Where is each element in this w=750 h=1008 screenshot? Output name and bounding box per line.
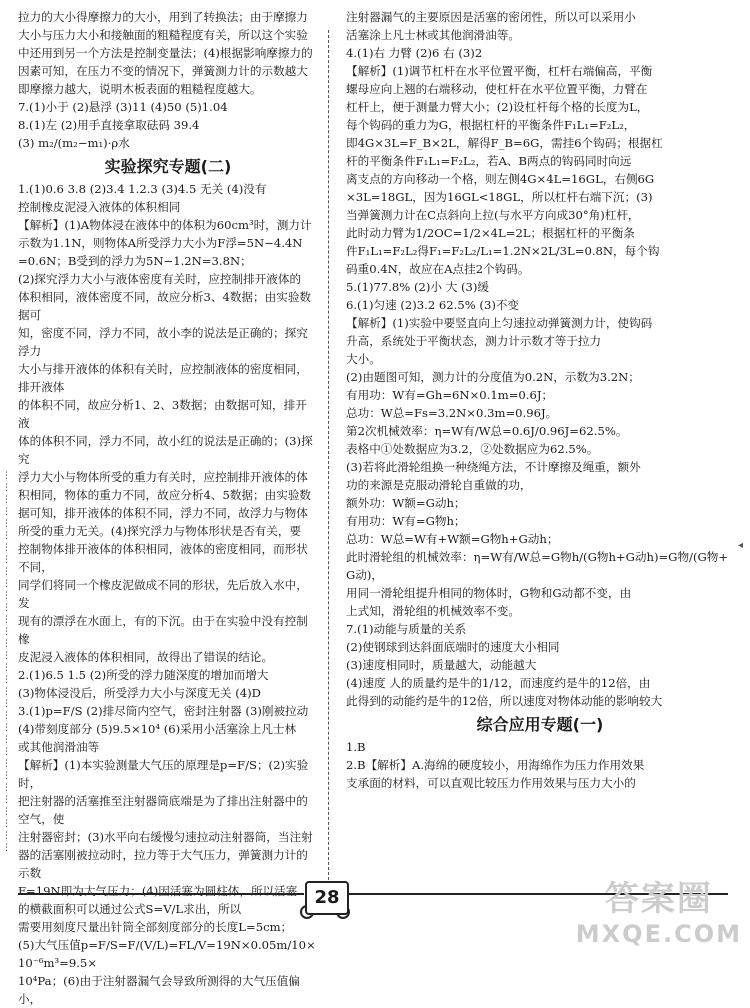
- text-line: =0.6N；B受到的浮力为5N−1.2N=3.8N；: [18, 254, 252, 268]
- text-line: 总功：W总=W有+W额=G物h+G动h；: [346, 532, 559, 546]
- text-line: (2)由题图可知，测力计的分度值为0.2N，示数为3.2N；: [346, 370, 640, 384]
- answer-line: (3) m₂/(m₂−m₁)·ρ水: [18, 136, 130, 150]
- text-line: (3)若将此滑轮组换一种绕绳方法，不计摩擦及绳重，额外: [346, 460, 641, 474]
- text-line: 每个钩码的重力为G，根据杠杆的平衡条件F₁L₁=F₂L₂，: [346, 118, 636, 132]
- answer-line: 6.(1)匀速 (2)3.2 62.5% (3)不变: [346, 298, 520, 312]
- answer-line: 8.(1)左 (2)用手直接拿取砝码 39.4: [18, 118, 200, 132]
- answer-line: (2)使钢球到达斜面底端时的速度大小相同: [346, 640, 560, 654]
- answer-line: 7.(1)动能与质量的关系: [346, 622, 467, 636]
- text-line: 上式知，滑轮组的机械效率不变。: [346, 604, 520, 618]
- text-line: 用同一滑轮组提升相同的物体时，G物和G动都不变，由: [346, 586, 632, 600]
- text-line: 把注射器的活塞推至注射器筒底端是为了排出注射器中的空气，使: [18, 794, 308, 826]
- text-line: 现有的漂浮在水面上，有的下沉。由于在实验中没有控制橡: [18, 614, 308, 646]
- answer-line: 此得到的动能约是牛的12倍，所以速度对物体动能的影响较大: [346, 694, 663, 708]
- text-line: (5)大气压值p=F/S=F/(V/L)=FL/V=19N×0.05m/10×10⁻⁶m³=9.5×: [18, 938, 316, 970]
- text-line: 据可知，排开液体的体积不同，浮力不同，故浮力与物体: [18, 506, 308, 520]
- section-heading: 实验探究专题(二): [104, 157, 232, 176]
- text-line: 注射器漏气的主要原因是活塞的密闭性，所以可以采用小: [346, 10, 636, 24]
- text-line: 积相同，物体的重力不同，故应分析4、5数据；由实验数: [18, 488, 312, 502]
- text-line: (2)探究浮力大小与液体密度有关时，应控制排开液体的: [18, 272, 302, 286]
- text-line: 示数为1.1N，则物体A所受浮力大小为F浮=5N−4.4N: [18, 236, 303, 250]
- answer-line: (3)物体浸没后，所受浮力大小与深度无关 (4)D: [18, 686, 261, 700]
- answer-line: 2.B【解析】A.海绵的硬度较小，用海绵作为压力作用效果: [346, 758, 645, 772]
- answer-line: (3)速度相同时，质量越大，动能越大: [346, 658, 537, 672]
- text-line: 同学们将同一个橡皮泥做成不同的形状，先后放入水中，发: [18, 578, 308, 610]
- watermark-logo: [576, 871, 742, 948]
- text-line: 此时滑轮组的机械效率：η=W有/W总=G物h/(G物h+G动h)=G物/(G物+G动)，: [346, 550, 729, 582]
- margin-mark: ◂: [738, 540, 744, 551]
- right-column: [346, 8, 734, 792]
- text-line: 控制物体排开液体的体积相同，液体的密度相同，而形状不同，: [18, 542, 308, 574]
- text-line: 杠杆上，便于测量力臂大小；(2)设杠杆每个格的长度为L，: [346, 100, 649, 114]
- text-line: 件F₁L₁=F₂L₂得F₁=F₂L₂/L₁=1.2N×2L/3L=0.8N，每个钩: [346, 244, 660, 258]
- answer-line: (4)带刻度部分 (5)9.5×10⁴ (6)采用小活塞涂上凡士林: [18, 722, 297, 736]
- footer-rule-left: [18, 893, 304, 895]
- text-line: 拉力的大小得摩擦力的大小，用到了转换法；由于摩擦力: [18, 10, 308, 24]
- text-line: ×3L=18GL，因为16GL<18GL，所以杠杆右端下沉；(3): [346, 190, 653, 204]
- text-line: 此时动力臂为1/2OC=1/2×4L=2L；根据杠杆的平衡条: [346, 226, 635, 240]
- text-line: 浮力大小与物体所受的重力有关时，应控制排开液体的体: [18, 470, 308, 484]
- text-line: 知，密度不同，浮力不同，故小李的说法是正确的；探究浮力: [18, 326, 308, 358]
- text-line: 【解析】(1)本实验测量大气压的原理是p=F/S；(2)实验时，: [18, 758, 309, 790]
- text-line: 离支点的方向移动一个格，则左侧4G×4L=16GL，右侧6G: [346, 172, 655, 186]
- text-line: 的横截面积可以通过公式S=V/L求出，所以: [18, 902, 242, 916]
- answer-line: 7.(1)小于 (2)悬浮 (3)11 (4)50 (5)1.04: [18, 100, 228, 114]
- answer-line: 1.(1)0.6 3.8 (2)3.4 1.2.3 (3)4.5 无关 (4)没有: [18, 182, 267, 196]
- answer-line: 4.(1)右 力臂 (2)6 右 (3)2: [346, 46, 483, 60]
- text-line: 即4G×3L=F_B×2L，解得F_B=6G，需挂6个钩码；根据杠: [346, 136, 663, 150]
- text-line: 总功：W总=Fs=3.2N×0.3m=0.96J。: [346, 406, 558, 420]
- text-line: 额外功：W额=G动h；: [346, 496, 466, 510]
- text-line: 注射器密封；(3)水平向右缓慢匀速拉动注射器筒，当注射: [18, 830, 313, 844]
- text-line: 中还用到另一个方法是控制变量法；(4)根据影响摩擦力的: [18, 46, 313, 60]
- answer-line: 或其他润滑油等: [18, 740, 100, 754]
- answer-line: (4)速度 人的质量约是牛的1/12，而速度约是牛的12倍，由: [346, 676, 651, 690]
- answer-line: 3.(1)p=F/S (2)排尽筒内空气，密封注射器 (3)刚被拉动: [18, 704, 309, 718]
- text-line: 码重0.4N，故应在A点挂2个钩码。: [346, 262, 530, 276]
- column-divider: [328, 30, 329, 880]
- text-line: 支承面的材料，可以直观比较压力作用效果与压力大小的: [346, 776, 636, 790]
- watermark-text: 答案圈: [604, 879, 713, 919]
- text-line: 【解析】(1)A物体浸在液体中的体积为60cm³时，测力计: [18, 218, 312, 232]
- text-line: 需要用刻度尺量出针筒全部刻度部分的长度L=5cm；: [18, 920, 293, 934]
- text-line: 因素可知，在压力不变的情况下，弹簧测力计的示数越大: [18, 64, 308, 78]
- text-line: 10⁴Pa；(6)由于注射器漏气会导致所测得的大气压值偏小，: [18, 974, 300, 1006]
- page-number: 28: [305, 881, 349, 915]
- text-line: 第2次机械效率：η=W有/W总=0.6J/0.96J=62.5%。: [346, 424, 628, 438]
- left-column: [18, 8, 318, 1008]
- text-line: 大小与压力大小和接触面的粗糙程度有关，所以这个实验: [18, 28, 308, 42]
- text-line: 【解析】(1)实验中要竖直向上匀速拉动弹簧测力计，使钩码: [346, 316, 653, 330]
- text-line: 器的活塞刚被拉动时，拉力等于大气压力，弹簧测力计的示数: [18, 848, 308, 880]
- answer-line: 控制橡皮泥浸入液体的体积相同: [18, 200, 181, 214]
- text-line: 皮泥浸入液体的体积相同，故得出了错误的结论。: [18, 650, 274, 664]
- text-line: 的体积不同，故应分析1、2、3数据；由数据可知，排开液: [18, 398, 307, 430]
- text-line: 大小。: [346, 352, 381, 366]
- text-line: 螺母应向上翘的右端移动，使杠杆在水平位置平衡，力臂在: [346, 82, 648, 96]
- answer-line: 2.(1)6.5 1.5 (2)所受的浮力随深度的增加而增大: [18, 668, 269, 682]
- answer-line: 5.(1)77.8% (2)小 大 (3)缓: [346, 280, 489, 294]
- text-line: 当弹簧测力计在C点斜向上拉(与水平方向成30°角)杠杆，: [346, 208, 640, 222]
- text-line: 功的来源是克服动滑轮自重做的功，: [346, 478, 532, 492]
- text-line: 体的体积不同，浮力不同，故小红的说法是正确的；(3)探究: [18, 434, 313, 466]
- text-line: 表格中①处数据应为3.2，②处数据应为62.5%。: [346, 442, 599, 456]
- text-line: 【解析】(1)调节杠杆在水平位置平衡，杠杆右端偏高，平衡: [346, 64, 653, 78]
- text-line: 活塞涂上凡士林或其他润滑油等。: [346, 28, 520, 42]
- text-line: 杆的平衡条件F₁L₁=F₂L₂，若A、B两点的钩码同时向远: [346, 154, 632, 168]
- text-line: 有用功：W有=Gh=6N×0.1m=0.6J；: [346, 388, 554, 402]
- watermark-url: MXQE.COM: [575, 920, 742, 948]
- answer-line: 1.B: [346, 740, 366, 754]
- text-line: 大小与排开液体的体积有关时，应控制液体的密度相同，排开液体: [18, 362, 308, 394]
- section-heading: 综合应用专题(一): [476, 715, 604, 734]
- text-line: 体积相同，液体密度不同，故应分析3、4数据；由实验数据可: [18, 290, 312, 322]
- text-line: 升高，系统处于平衡状态，测力计示数才等于拉力: [346, 334, 602, 348]
- text-line: F=19N即为大气压力；(4)因活塞为圆柱体，所以活塞: [18, 884, 298, 898]
- text-line: 即摩擦力越大，说明木板表面的粗糙程度越大。: [18, 82, 262, 96]
- text-line: 所受的重力无关。(4)探究浮力与物体形状是否有关，要: [18, 524, 302, 538]
- binding-dots: ⋮ ⋮ ⋮ ⋮ ⋮ ⋮ ⋮ ⋮ ⋮ ⋮ ⋮ ⋮ ⋮ ⋮ ⋮ ⋮ ⋮ ⋮ ⋮ ⋮ ⋮ ⋮ ⋮ ⋮ ⋮ ⋮ ⋮ ⋮ ⋮ ⋮ ⋮ ⋮: [2, 471, 11, 853]
- text-line: 有用功：W有=G物h；: [346, 514, 466, 528]
